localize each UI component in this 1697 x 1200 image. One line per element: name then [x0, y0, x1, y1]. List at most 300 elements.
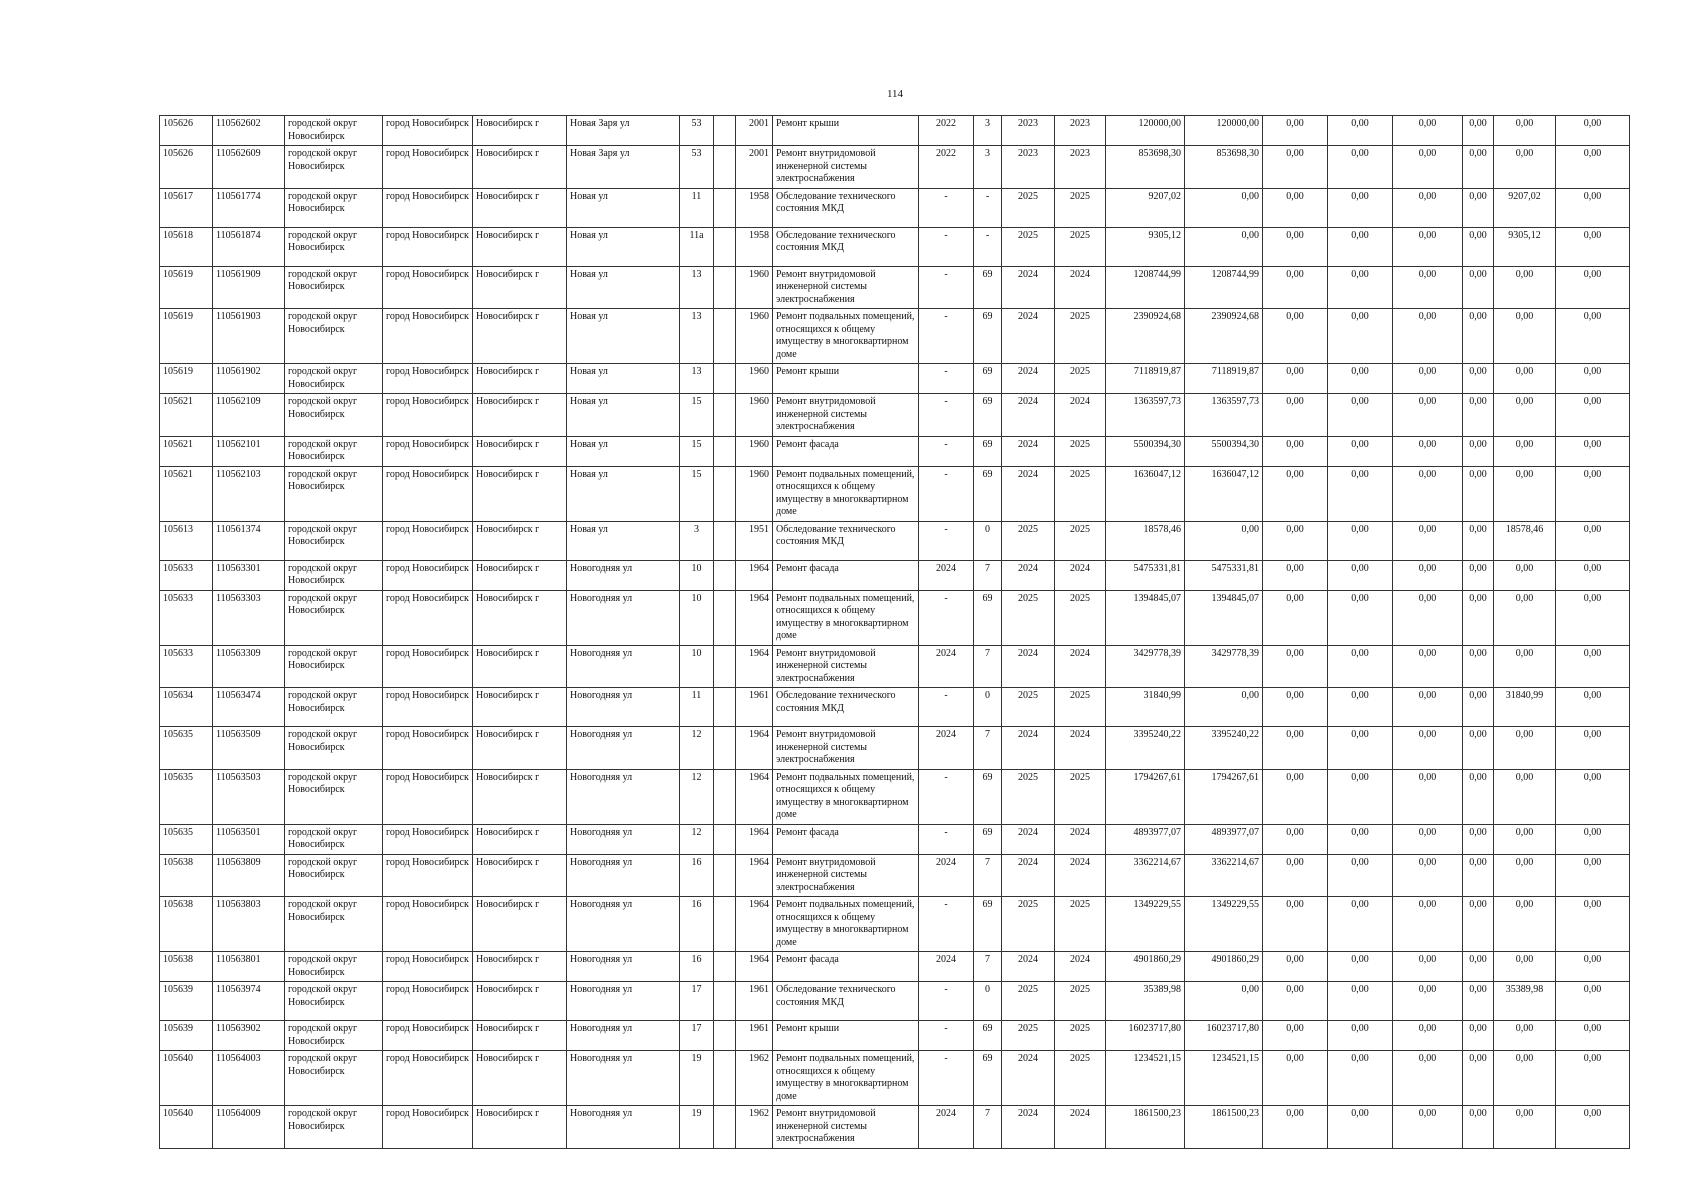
cost-col-2-cell: 0,00: [1263, 769, 1328, 824]
house-number-cell: 11: [680, 188, 714, 227]
cost-col-7-cell: 0,00: [1556, 266, 1630, 309]
city-cell: город Новосибирск: [383, 688, 473, 727]
cost-col-3-cell: 0,00: [1328, 364, 1393, 394]
table-body: [160, 116, 1630, 1149]
year-cell: -: [919, 1021, 974, 1051]
row-id-cell: 105626: [160, 116, 213, 146]
cost-col-1-cell: 1394845,07: [1185, 590, 1263, 645]
start-year-cell: 2024: [1002, 952, 1055, 982]
cost-col-5-cell: 0,00: [1463, 727, 1494, 770]
work-type-cell: Ремонт подвальных помещений, относящихся к общему имуществу в многоквартирном доме: [773, 309, 919, 364]
cost-col-1-cell: 1794267,61: [1185, 769, 1263, 824]
year-cell: -: [919, 466, 974, 521]
build-year-cell: 1964: [736, 590, 773, 645]
building-cell: [714, 590, 736, 645]
city-cell: город Новосибирск: [383, 466, 473, 521]
work-type-cell: Ремонт внутридомовой инженерной системы электроснабжения: [773, 727, 919, 770]
cost-col-7-cell: 0,00: [1556, 769, 1630, 824]
cost-col-6-cell: 18578,46: [1494, 521, 1556, 560]
cost-col-5-cell: 0,00: [1463, 466, 1494, 521]
row-id-cell: 105613: [160, 521, 213, 560]
count-cell: 69: [974, 364, 1002, 394]
street-cell: Новогодняя ул: [567, 769, 680, 824]
cost-col-6-cell: 0,00: [1494, 364, 1556, 394]
work-code-cell: 110563509: [213, 727, 285, 770]
cost-col-3-cell: 0,00: [1328, 1051, 1393, 1106]
start-year-cell: 2023: [1002, 116, 1055, 146]
locality-cell: Новосибирск г: [473, 309, 567, 364]
work-code-cell: 110561874: [213, 227, 285, 266]
total-cost-cell: 1234521,15: [1106, 1051, 1185, 1106]
street-cell: Новогодняя ул: [567, 952, 680, 982]
building-cell: [714, 116, 736, 146]
cost-col-4-cell: 0,00: [1393, 188, 1463, 227]
house-number-cell: 17: [680, 982, 714, 1021]
table-row: [160, 1021, 1630, 1051]
total-cost-cell: 853698,30: [1106, 146, 1185, 189]
cost-col-3-cell: 0,00: [1328, 227, 1393, 266]
district-cell: городской округ Новосибирск: [285, 1051, 383, 1106]
row-id-cell: 105639: [160, 1021, 213, 1051]
build-year-cell: 1961: [736, 1021, 773, 1051]
locality-cell: Новосибирск г: [473, 824, 567, 854]
build-year-cell: 2001: [736, 146, 773, 189]
year-cell: -: [919, 1051, 974, 1106]
work-type-cell: Ремонт крыши: [773, 116, 919, 146]
cost-col-7-cell: 0,00: [1556, 1021, 1630, 1051]
city-cell: город Новосибирск: [383, 897, 473, 952]
work-code-cell: 110562109: [213, 394, 285, 437]
district-cell: городской округ Новосибирск: [285, 897, 383, 952]
city-cell: город Новосибирск: [383, 727, 473, 770]
table-row: [160, 266, 1630, 309]
cost-col-3-cell: 0,00: [1328, 769, 1393, 824]
end-year-cell: 2025: [1055, 521, 1106, 560]
cost-col-2-cell: 0,00: [1263, 266, 1328, 309]
count-cell: 3: [974, 146, 1002, 189]
count-cell: -: [974, 188, 1002, 227]
building-cell: [714, 309, 736, 364]
cost-col-4-cell: 0,00: [1393, 645, 1463, 688]
work-code-cell: 110563902: [213, 1021, 285, 1051]
city-cell: город Новосибирск: [383, 1106, 473, 1149]
cost-col-1-cell: 1363597,73: [1185, 394, 1263, 437]
city-cell: город Новосибирск: [383, 188, 473, 227]
row-id-cell: 105626: [160, 146, 213, 189]
street-cell: Новогодняя ул: [567, 982, 680, 1021]
end-year-cell: 2023: [1055, 116, 1106, 146]
district-cell: городской округ Новосибирск: [285, 364, 383, 394]
cost-col-3-cell: 0,00: [1328, 645, 1393, 688]
build-year-cell: 1964: [736, 854, 773, 897]
cost-col-4-cell: 0,00: [1393, 1106, 1463, 1149]
building-cell: [714, 436, 736, 466]
start-year-cell: 2024: [1002, 727, 1055, 770]
city-cell: город Новосибирск: [383, 1051, 473, 1106]
street-cell: Новогодняя ул: [567, 897, 680, 952]
street-cell: Новогодняя ул: [567, 824, 680, 854]
house-number-cell: 10: [680, 560, 714, 590]
table-row: [160, 116, 1630, 146]
district-cell: городской округ Новосибирск: [285, 188, 383, 227]
cost-col-7-cell: 0,00: [1556, 982, 1630, 1021]
work-code-cell: 110561909: [213, 266, 285, 309]
count-cell: 69: [974, 1051, 1002, 1106]
total-cost-cell: 3395240,22: [1106, 727, 1185, 770]
table-row: [160, 952, 1630, 982]
cost-col-7-cell: 0,00: [1556, 688, 1630, 727]
row-id-cell: 105638: [160, 952, 213, 982]
street-cell: Новая ул: [567, 266, 680, 309]
cost-col-2-cell: 0,00: [1263, 1021, 1328, 1051]
house-number-cell: 10: [680, 590, 714, 645]
cost-col-5-cell: 0,00: [1463, 952, 1494, 982]
street-cell: Новая ул: [567, 521, 680, 560]
build-year-cell: 1961: [736, 982, 773, 1021]
street-cell: Новогодняя ул: [567, 1051, 680, 1106]
cost-col-3-cell: 0,00: [1328, 436, 1393, 466]
building-cell: [714, 188, 736, 227]
row-id-cell: 105634: [160, 688, 213, 727]
district-cell: городской округ Новосибирск: [285, 590, 383, 645]
build-year-cell: 1958: [736, 227, 773, 266]
district-cell: городской округ Новосибирск: [285, 116, 383, 146]
house-number-cell: 12: [680, 769, 714, 824]
house-number-cell: 16: [680, 854, 714, 897]
end-year-cell: 2024: [1055, 854, 1106, 897]
cost-col-3-cell: 0,00: [1328, 1021, 1393, 1051]
work-code-cell: 110562602: [213, 116, 285, 146]
locality-cell: Новосибирск г: [473, 266, 567, 309]
cost-col-5-cell: 0,00: [1463, 769, 1494, 824]
street-cell: Новая ул: [567, 394, 680, 437]
cost-col-2-cell: 0,00: [1263, 1051, 1328, 1106]
row-id-cell: 105618: [160, 227, 213, 266]
year-cell: 2024: [919, 854, 974, 897]
cost-col-4-cell: 0,00: [1393, 266, 1463, 309]
cost-col-1-cell: 0,00: [1185, 982, 1263, 1021]
cost-col-5-cell: 0,00: [1463, 688, 1494, 727]
cost-col-4-cell: 0,00: [1393, 952, 1463, 982]
build-year-cell: 1962: [736, 1106, 773, 1149]
total-cost-cell: 3362214,67: [1106, 854, 1185, 897]
end-year-cell: 2025: [1055, 227, 1106, 266]
work-type-cell: Ремонт подвальных помещений, относящихся к общему имуществу в многоквартирном доме: [773, 769, 919, 824]
table-row: [160, 560, 1630, 590]
count-cell: 7: [974, 645, 1002, 688]
work-type-cell: Ремонт фасада: [773, 824, 919, 854]
work-code-cell: 110563801: [213, 952, 285, 982]
cost-col-2-cell: 0,00: [1263, 466, 1328, 521]
building-cell: [714, 854, 736, 897]
year-cell: 2024: [919, 560, 974, 590]
work-type-cell: Ремонт крыши: [773, 364, 919, 394]
cost-col-5-cell: 0,00: [1463, 1021, 1494, 1051]
house-number-cell: 3: [680, 521, 714, 560]
start-year-cell: 2025: [1002, 521, 1055, 560]
locality-cell: Новосибирск г: [473, 364, 567, 394]
district-cell: городской округ Новосибирск: [285, 769, 383, 824]
city-cell: город Новосибирск: [383, 436, 473, 466]
total-cost-cell: 1394845,07: [1106, 590, 1185, 645]
total-cost-cell: 5500394,30: [1106, 436, 1185, 466]
total-cost-cell: 2390924,68: [1106, 309, 1185, 364]
work-code-cell: 110562609: [213, 146, 285, 189]
start-year-cell: 2025: [1002, 769, 1055, 824]
cost-col-7-cell: 0,00: [1556, 727, 1630, 770]
end-year-cell: 2025: [1055, 309, 1106, 364]
work-code-cell: 110561774: [213, 188, 285, 227]
house-number-cell: 13: [680, 309, 714, 364]
end-year-cell: 2024: [1055, 1106, 1106, 1149]
table-row: [160, 1106, 1630, 1149]
house-number-cell: 53: [680, 146, 714, 189]
city-cell: город Новосибирск: [383, 116, 473, 146]
year-cell: -: [919, 309, 974, 364]
end-year-cell: 2023: [1055, 146, 1106, 189]
cost-col-4-cell: 0,00: [1393, 769, 1463, 824]
cost-col-5-cell: 0,00: [1463, 590, 1494, 645]
cost-col-1-cell: 3395240,22: [1185, 727, 1263, 770]
cost-col-2-cell: 0,00: [1263, 188, 1328, 227]
cost-col-1-cell: 1208744,99: [1185, 266, 1263, 309]
work-type-cell: Ремонт крыши: [773, 1021, 919, 1051]
build-year-cell: 1964: [736, 897, 773, 952]
cost-col-6-cell: 0,00: [1494, 560, 1556, 590]
work-type-cell: Обследование технического состояния МКД: [773, 521, 919, 560]
work-type-cell: Обследование технического состояния МКД: [773, 188, 919, 227]
total-cost-cell: 4901860,29: [1106, 952, 1185, 982]
cost-col-5-cell: 0,00: [1463, 436, 1494, 466]
end-year-cell: 2025: [1055, 982, 1106, 1021]
row-id-cell: 105638: [160, 897, 213, 952]
work-type-cell: Обследование технического состояния МКД: [773, 982, 919, 1021]
locality-cell: Новосибирск г: [473, 769, 567, 824]
cost-col-2-cell: 0,00: [1263, 1106, 1328, 1149]
row-id-cell: 105633: [160, 590, 213, 645]
count-cell: 69: [974, 1021, 1002, 1051]
cost-col-1-cell: 4893977,07: [1185, 824, 1263, 854]
cost-col-1-cell: 0,00: [1185, 188, 1263, 227]
cost-col-7-cell: 0,00: [1556, 394, 1630, 437]
count-cell: 7: [974, 560, 1002, 590]
district-cell: городской округ Новосибирск: [285, 688, 383, 727]
cost-col-4-cell: 0,00: [1393, 1051, 1463, 1106]
cost-col-6-cell: 0,00: [1494, 897, 1556, 952]
street-cell: Новогодняя ул: [567, 854, 680, 897]
year-cell: -: [919, 769, 974, 824]
build-year-cell: 1961: [736, 688, 773, 727]
cost-col-1-cell: 1861500,23: [1185, 1106, 1263, 1149]
count-cell: 0: [974, 688, 1002, 727]
end-year-cell: 2024: [1055, 645, 1106, 688]
work-code-cell: 110563974: [213, 982, 285, 1021]
cost-col-5-cell: 0,00: [1463, 146, 1494, 189]
building-cell: [714, 1051, 736, 1106]
house-number-cell: 11а: [680, 227, 714, 266]
house-number-cell: 15: [680, 394, 714, 437]
building-cell: [714, 466, 736, 521]
cost-col-2-cell: 0,00: [1263, 227, 1328, 266]
building-cell: [714, 769, 736, 824]
build-year-cell: 1964: [736, 727, 773, 770]
build-year-cell: 1964: [736, 560, 773, 590]
start-year-cell: 2025: [1002, 897, 1055, 952]
locality-cell: Новосибирск г: [473, 116, 567, 146]
building-cell: [714, 521, 736, 560]
total-cost-cell: 1208744,99: [1106, 266, 1185, 309]
locality-cell: Новосибирск г: [473, 1051, 567, 1106]
city-cell: город Новосибирск: [383, 521, 473, 560]
total-cost-cell: 7118919,87: [1106, 364, 1185, 394]
end-year-cell: 2025: [1055, 436, 1106, 466]
cost-col-2-cell: 0,00: [1263, 824, 1328, 854]
city-cell: город Новосибирск: [383, 952, 473, 982]
district-cell: городской округ Новосибирск: [285, 645, 383, 688]
cost-col-2-cell: 0,00: [1263, 645, 1328, 688]
build-year-cell: 2001: [736, 116, 773, 146]
build-year-cell: 1964: [736, 952, 773, 982]
year-cell: -: [919, 227, 974, 266]
district-cell: городской округ Новосибирск: [285, 560, 383, 590]
start-year-cell: 2024: [1002, 854, 1055, 897]
cost-col-2-cell: 0,00: [1263, 309, 1328, 364]
work-type-cell: Ремонт подвальных помещений, относящихся к общему имуществу в многоквартирном доме: [773, 1051, 919, 1106]
total-cost-cell: 1861500,23: [1106, 1106, 1185, 1149]
year-cell: -: [919, 590, 974, 645]
street-cell: Новогодняя ул: [567, 688, 680, 727]
cost-col-2-cell: 0,00: [1263, 952, 1328, 982]
count-cell: 69: [974, 590, 1002, 645]
cost-col-1-cell: 5500394,30: [1185, 436, 1263, 466]
locality-cell: Новосибирск г: [473, 560, 567, 590]
build-year-cell: 1958: [736, 188, 773, 227]
street-cell: Новогодняя ул: [567, 645, 680, 688]
cost-col-3-cell: 0,00: [1328, 116, 1393, 146]
table-row: [160, 436, 1630, 466]
start-year-cell: 2024: [1002, 560, 1055, 590]
district-cell: городской округ Новосибирск: [285, 521, 383, 560]
cost-col-2-cell: 0,00: [1263, 982, 1328, 1021]
street-cell: Новая ул: [567, 364, 680, 394]
district-cell: городской округ Новосибирск: [285, 952, 383, 982]
locality-cell: Новосибирск г: [473, 897, 567, 952]
cost-col-4-cell: 0,00: [1393, 146, 1463, 189]
row-id-cell: 105635: [160, 769, 213, 824]
row-id-cell: 105638: [160, 854, 213, 897]
table-row: [160, 1051, 1630, 1106]
cost-col-1-cell: 16023717,80: [1185, 1021, 1263, 1051]
work-code-cell: 110561374: [213, 521, 285, 560]
end-year-cell: 2025: [1055, 897, 1106, 952]
end-year-cell: 2025: [1055, 364, 1106, 394]
work-type-cell: Ремонт внутридомовой инженерной системы электроснабжения: [773, 146, 919, 189]
start-year-cell: 2023: [1002, 146, 1055, 189]
cost-col-6-cell: 0,00: [1494, 436, 1556, 466]
street-cell: Новогодняя ул: [567, 727, 680, 770]
count-cell: 7: [974, 854, 1002, 897]
work-code-cell: 110561903: [213, 309, 285, 364]
build-year-cell: 1960: [736, 364, 773, 394]
cost-col-6-cell: 0,00: [1494, 824, 1556, 854]
building-cell: [714, 1021, 736, 1051]
table-row: [160, 146, 1630, 189]
end-year-cell: 2025: [1055, 769, 1106, 824]
work-code-cell: 110563309: [213, 645, 285, 688]
end-year-cell: 2024: [1055, 824, 1106, 854]
work-code-cell: 110563809: [213, 854, 285, 897]
cost-col-3-cell: 0,00: [1328, 952, 1393, 982]
cost-col-4-cell: 0,00: [1393, 116, 1463, 146]
cost-col-3-cell: 0,00: [1328, 854, 1393, 897]
street-cell: Новая ул: [567, 188, 680, 227]
cost-col-5-cell: 0,00: [1463, 645, 1494, 688]
locality-cell: Новосибирск г: [473, 982, 567, 1021]
year-cell: 2024: [919, 1106, 974, 1149]
cost-col-6-cell: 0,00: [1494, 116, 1556, 146]
year-cell: -: [919, 436, 974, 466]
house-number-cell: 15: [680, 466, 714, 521]
cost-col-3-cell: 0,00: [1328, 146, 1393, 189]
year-cell: 2022: [919, 146, 974, 189]
cost-col-2-cell: 0,00: [1263, 897, 1328, 952]
row-id-cell: 105640: [160, 1051, 213, 1106]
row-id-cell: 105639: [160, 982, 213, 1021]
cost-col-5-cell: 0,00: [1463, 560, 1494, 590]
cost-col-7-cell: 0,00: [1556, 309, 1630, 364]
total-cost-cell: 3429778,39: [1106, 645, 1185, 688]
start-year-cell: 2024: [1002, 824, 1055, 854]
cost-col-1-cell: 0,00: [1185, 227, 1263, 266]
row-id-cell: 105621: [160, 436, 213, 466]
locality-cell: Новосибирск г: [473, 521, 567, 560]
cost-col-6-cell: 0,00: [1494, 1051, 1556, 1106]
cost-col-3-cell: 0,00: [1328, 309, 1393, 364]
cost-col-5-cell: 0,00: [1463, 188, 1494, 227]
cost-col-4-cell: 0,00: [1393, 590, 1463, 645]
city-cell: город Новосибирск: [383, 1021, 473, 1051]
cost-col-5-cell: 0,00: [1463, 116, 1494, 146]
cost-col-4-cell: 0,00: [1393, 854, 1463, 897]
city-cell: город Новосибирск: [383, 769, 473, 824]
build-year-cell: 1964: [736, 769, 773, 824]
table-row: [160, 590, 1630, 645]
district-cell: городской округ Новосибирск: [285, 854, 383, 897]
city-cell: город Новосибирск: [383, 982, 473, 1021]
district-cell: городской округ Новосибирск: [285, 309, 383, 364]
end-year-cell: 2024: [1055, 952, 1106, 982]
count-cell: 69: [974, 309, 1002, 364]
district-cell: городской округ Новосибирск: [285, 146, 383, 189]
cost-col-2-cell: 0,00: [1263, 436, 1328, 466]
cost-col-7-cell: 0,00: [1556, 560, 1630, 590]
city-cell: город Новосибирск: [383, 854, 473, 897]
cost-col-6-cell: 0,00: [1494, 394, 1556, 437]
cost-col-6-cell: 0,00: [1494, 769, 1556, 824]
cost-col-4-cell: 0,00: [1393, 394, 1463, 437]
end-year-cell: 2024: [1055, 727, 1106, 770]
total-cost-cell: 1636047,12: [1106, 466, 1185, 521]
cost-col-5-cell: 0,00: [1463, 897, 1494, 952]
row-id-cell: 105621: [160, 394, 213, 437]
cost-col-4-cell: 0,00: [1393, 982, 1463, 1021]
cost-col-6-cell: 0,00: [1494, 590, 1556, 645]
year-cell: -: [919, 521, 974, 560]
end-year-cell: 2024: [1055, 394, 1106, 437]
total-cost-cell: 35389,98: [1106, 982, 1185, 1021]
district-cell: городской округ Новосибирск: [285, 466, 383, 521]
district-cell: городской округ Новосибирск: [285, 982, 383, 1021]
